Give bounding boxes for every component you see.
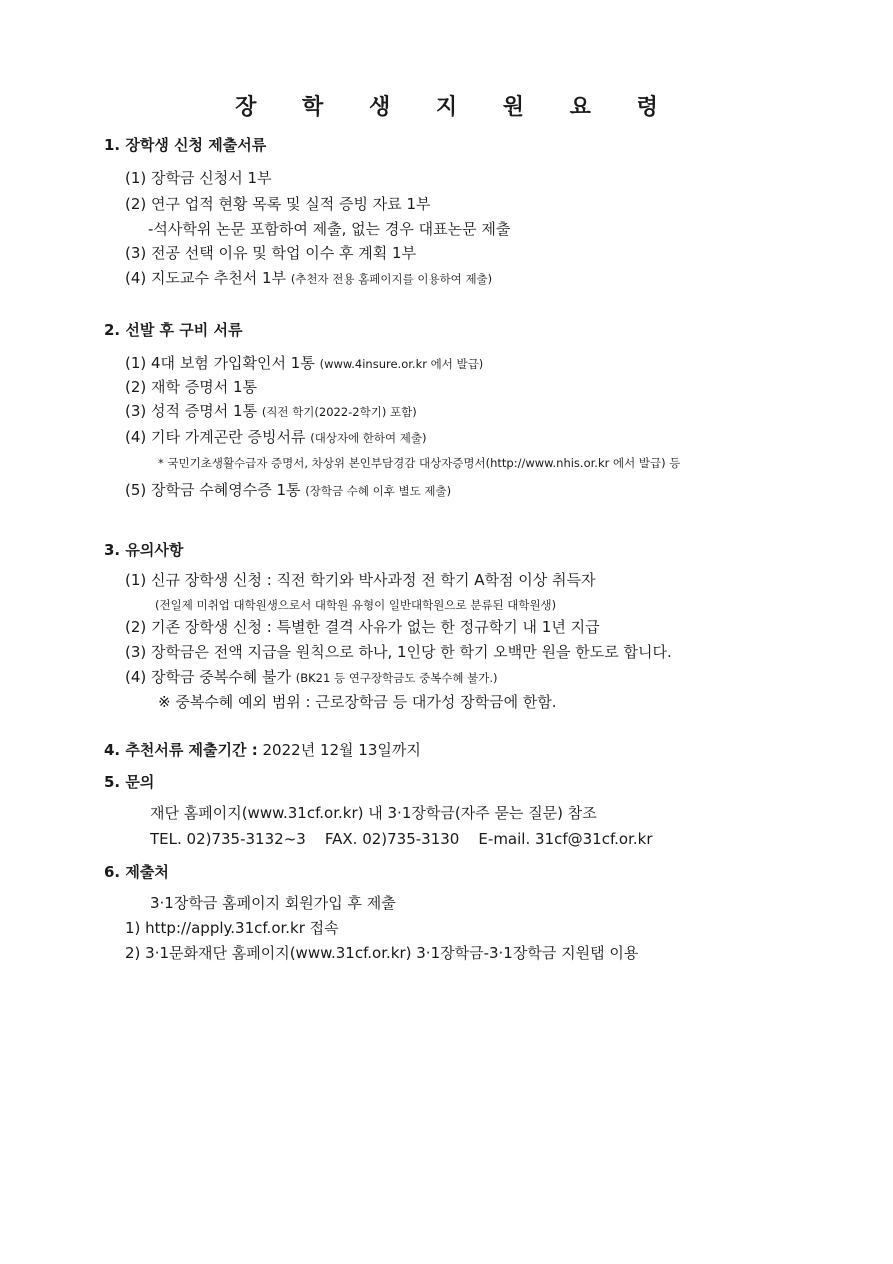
s2-item-4 — [125, 427, 427, 448]
s2-item-3 — [125, 401, 417, 422]
section-3-heading: 3. 유의사항 — [104, 541, 184, 559]
s3-item-2: (2) 기존 장학생 신청 : 특별한 결격 사유가 없는 한 정규학기 내 1년 지급 — [125, 618, 600, 636]
s1-item-2: (2) 연구 업적 현황 목록 및 실적 증빙 자료 1부 — [125, 195, 431, 213]
s1-item-4-note: (추천자 전용 홈페이지를 이용하여 제출) — [290, 272, 493, 286]
s2-item-5-text: (5) 장학금 수혜영수증 1통 — [125, 481, 301, 499]
s2-item-3-text: (3) 성적 증명서 1통 — [125, 402, 258, 420]
s3-item-4-sub: ※ 중복수혜 예외 범위 : 근로장학금 등 대가성 장학금에 한함. — [158, 693, 557, 711]
s3-item-3: (3) 장학금은 전액 지급을 원칙으로 하나, 1인당 한 학기 오백만 원을 한도로 합니다. — [125, 643, 672, 661]
s5-contact-line: TEL. 02)735-3132~3 FAX. 02)735-3130 E-mail. 31cf@31cf.or.kr — [150, 830, 653, 848]
s6-line-1: 3·1장학금 홈페이지 회원가입 후 제출 — [150, 894, 396, 912]
s1-item-3: (3) 전공 선택 이유 및 학업 이수 후 계획 1부 — [125, 244, 417, 262]
s3-item-4 — [125, 667, 497, 688]
s2-item-1-text: (1) 4대 보험 가입확인서 1통 — [125, 354, 315, 372]
s2-item-5-note: (장학금 수혜 이후 별도 제출) — [305, 484, 452, 498]
section-5-heading: 5. 문의 — [104, 773, 155, 791]
s1-item-1: (1) 장학금 신청서 1부 — [125, 169, 272, 187]
s1-item-4-text: (4) 지도교수 추천서 1부 — [125, 269, 287, 287]
s3-item-1-sub: (전일제 미취업 대학원생으로서 대학원 유형이 일반대학원으로 분류된 대학원생) — [155, 598, 557, 612]
s6-line-3: 2) 3·1문화재단 홈페이지(www.31cf.or.kr) 3·1장학금-3·1장학금 지원탭 이용 — [125, 944, 639, 962]
s2-item-3-note: (직전 학기(2022-2학기) 포함) — [261, 405, 417, 419]
s3-item-1: (1) 신규 장학생 신청 : 직전 학기와 박사과정 전 학기 A학점 이상 취득자 — [125, 571, 596, 589]
section-2-heading: 2. 선발 후 구비 서류 — [104, 321, 243, 339]
section-4-line — [104, 740, 421, 760]
s6-line-2: 1) http://apply.31cf.or.kr 접속 — [125, 919, 339, 937]
s1-item-2-sub: -석사학위 논문 포함하여 제출, 없는 경우 대표논문 제출 — [148, 220, 511, 238]
s2-item-4-note: (대상자에 한하여 제출) — [310, 431, 427, 445]
s2-item-1-note: (www.4insure.or.kr 에서 발급) — [319, 357, 484, 371]
s2-item-4-text: (4) 기타 가계곤란 증빙서류 — [125, 428, 306, 446]
page-title: 장 학 생 지 원 요 령 — [235, 95, 677, 120]
s5-line-1: 재단 홈페이지(www.31cf.or.kr) 내 3·1장학금(자주 묻는 질문) 참조 — [150, 804, 597, 822]
section-6-heading: 6. 제출처 — [104, 863, 169, 881]
section-1-heading: 1. 장학생 신청 제출서류 — [104, 136, 267, 154]
s2-item-1 — [125, 353, 483, 374]
s2-item-2: (2) 재학 증명서 1통 — [125, 378, 258, 396]
s3-item-4-note: (BK21 등 연구장학금도 중복수혜 불가.) — [295, 671, 498, 685]
s1-item-4 — [125, 268, 492, 289]
s2-item-4-sub: * 국민기초생활수급자 증명서, 차상위 본인부담경감 대상자증명서(http://www.nhis.or.kr 에서 발급) 등 — [158, 456, 681, 470]
section-4-label: 4. 추천서류 제출기간 : — [104, 741, 258, 759]
s2-item-5 — [125, 480, 451, 501]
section-4-value: 2022년 12월 13일까지 — [262, 741, 421, 759]
s3-item-4-text: (4) 장학금 중복수혜 불가 — [125, 668, 291, 686]
